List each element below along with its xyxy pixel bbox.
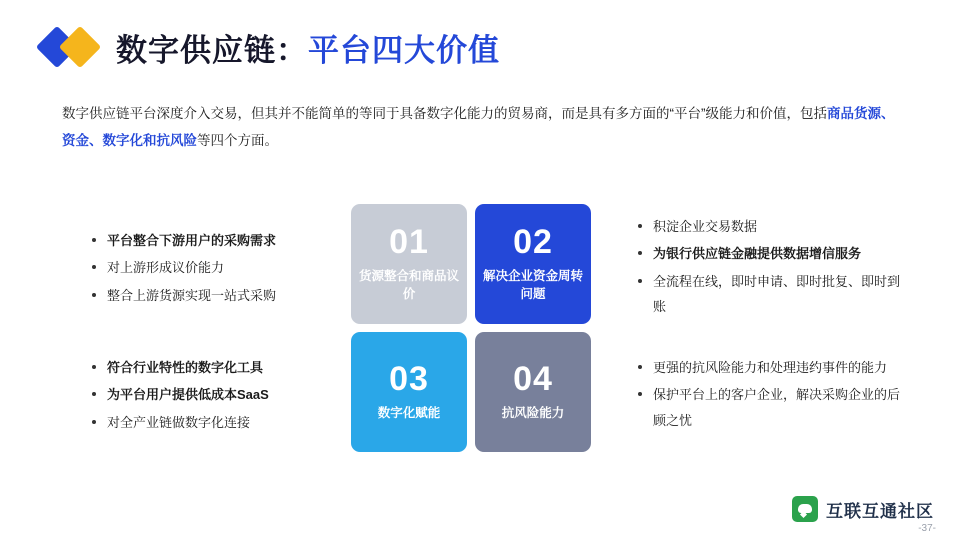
list-item: 符合行业特性的数字化工具 [90,355,340,380]
lead-paragraph [62,100,907,154]
value-tile-number: 04 [513,360,553,399]
list-item: 更强的抗风险能力和处理违约事件的能力 [636,355,906,380]
value-tile-caption: 抗风险能力 [501,405,565,420]
list-item: 整合上游货源实现一站式采购 [90,283,340,308]
page-title [116,25,500,70]
value-tile-02 [475,204,591,324]
page-title-main: 数字供应链： [116,32,308,68]
bullet-group-right-bottom [636,355,906,435]
list-item: 积淀企业交易数据 [636,214,906,239]
lead-highlight: 商品货源、资金、数字化和抗风险 [62,106,895,148]
value-tile-number: 03 [389,360,429,399]
lead-part-2: 等四个方面。 [197,133,278,148]
value-tile-03 [351,332,467,452]
value-tile-caption: 数字化赋能 [377,405,441,420]
watermark-label: 互联互通社区 [826,501,934,521]
list-item: 全流程在线，即时申请、即时批复、即时到账 [636,269,906,320]
value-tile-04 [475,332,591,452]
list-item: 为平台用户提供低成本SaaS [90,382,340,407]
list-item: 对上游形成议价能力 [90,255,340,280]
list-item: 保护平台上的客户企业，解决采购企业的后顾之忧 [636,382,906,433]
value-tile-number: 02 [513,223,553,262]
dual-diamond-logo [40,24,102,70]
list-item: 对全产业链做数字化连接 [90,410,340,435]
bullet-group-left-top [90,228,340,310]
page-title-accent: 平台四大价值 [308,32,500,68]
list-item: 平台整合下游用户的采购需求 [90,228,340,253]
value-tile-01 [351,204,467,324]
wechat-icon [792,496,818,522]
logo-diamond-gold [59,26,101,68]
bullet-group-right-top [636,214,906,321]
value-tile-caption: 货源整合和商品议价 [359,268,460,301]
lead-part-1: 数字供应链平台深度介入交易，但其并不能简单的等同于具备数字化能力的贸易商，而是具有多方面的“平台”级能力和价值，包括 [62,106,827,121]
value-tile-grid [351,204,591,452]
slide-header [40,24,500,70]
value-tile-number: 01 [389,223,429,262]
bullet-group-left-bottom [90,355,340,437]
page-number: -37- [918,523,936,534]
list-item: 为银行供应链金融提供数据增信服务 [636,241,906,266]
value-tile-caption: 解决企业资金周转问题 [483,268,584,301]
watermark [792,496,934,522]
